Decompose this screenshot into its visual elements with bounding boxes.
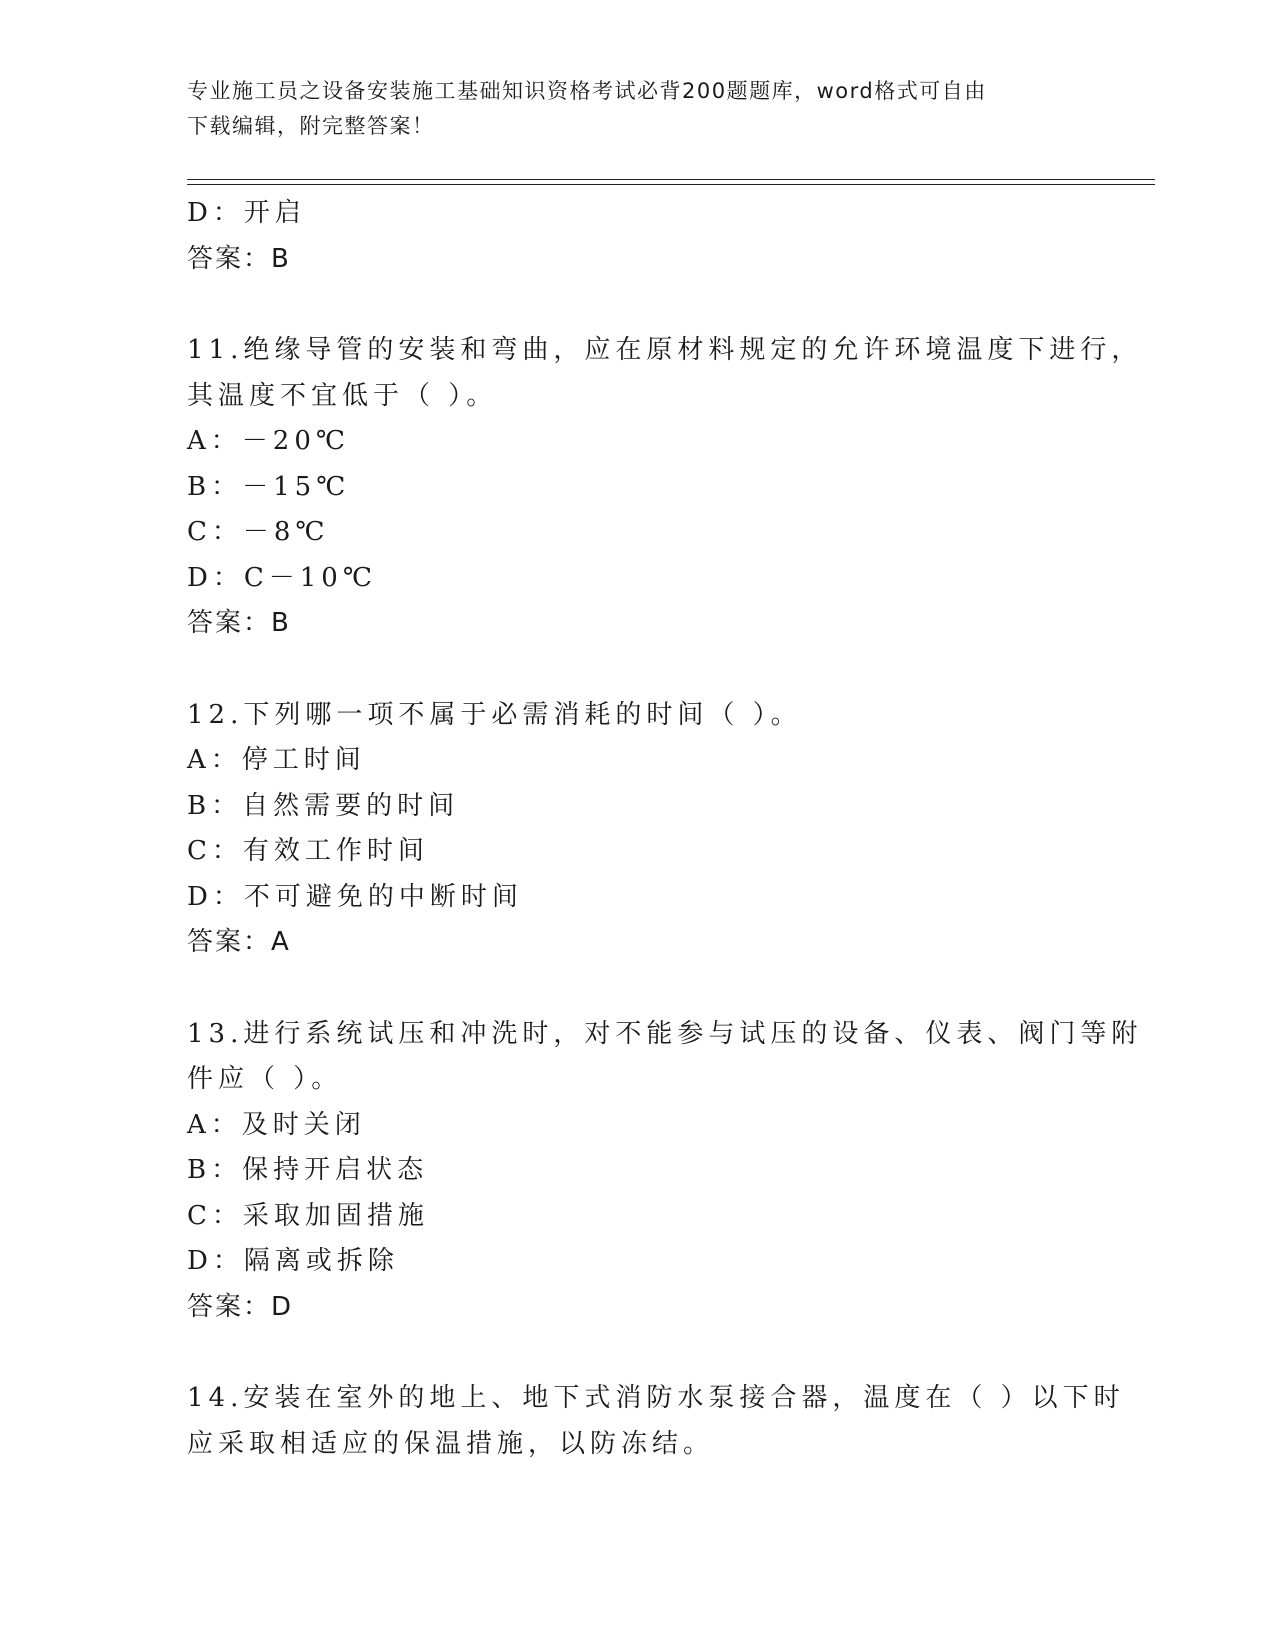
header-rule-bottom (187, 184, 1155, 185)
option-c: C：－8℃ (187, 517, 330, 547)
question-13-text-line-1: 13.进行系统试压和冲洗时，对不能参与试压的设备、仪表、阀门等附 (187, 1018, 1143, 1049)
option-a: A：－20℃ (187, 426, 350, 456)
spacer (187, 647, 1087, 693)
option-b: B：保持开启状态 (187, 1155, 429, 1185)
answer: 答案：D (187, 1291, 294, 1322)
option-b: B：－15℃ (187, 471, 351, 502)
spacer (187, 966, 1087, 1012)
option-d: D：隔离或拆除 (187, 1246, 399, 1276)
header-line-1: 专业施工员之设备安装施工基础知识资格考试必背200题题库，word格式可自由 (187, 79, 987, 103)
spacer (187, 282, 1087, 328)
option-a: A：停工时间 (187, 745, 366, 775)
question-11-text-line-2: 其温度不宜低于（ ）。 (187, 380, 498, 411)
option-d: D：C－10℃ (187, 562, 377, 593)
question-list (187, 191, 1143, 1467)
option-c: C：采取加固措施 (187, 1200, 429, 1231)
option-c: C：有效工作时间 (187, 836, 429, 866)
header-line-2: 下载编辑，附完整答案！ (187, 114, 435, 138)
spacer (187, 1330, 1087, 1376)
question-14-text-line-1: 14.安装在室外的地上、地下式消防水泵接合器，温度在（ ）以下时 (187, 1383, 1125, 1413)
option-d: D：不可避免的中断时间 (187, 881, 523, 912)
question-11-text-line-1: 11.绝缘导管的安装和弯曲，应在原材料规定的允许环境温度下进行， (187, 335, 1143, 365)
document-header (187, 74, 1067, 144)
question-12-text-line-1: 12.下列哪一项不属于必需消耗的时间（ ）。 (187, 699, 802, 730)
option-b: B：自然需要的时间 (187, 790, 460, 821)
answer: 答案：B (187, 243, 291, 274)
answer: 答案：B (187, 608, 291, 638)
header-rule-top (187, 179, 1155, 180)
question-13-text-line-2: 件应（ ）。 (187, 1064, 343, 1094)
option-d: D：开启 (187, 198, 306, 228)
answer: 答案：A (187, 927, 291, 957)
option-a: A：及时关闭 (187, 1109, 366, 1140)
question-14-text-line-2: 应采取相适应的保温措施，以防冻结。 (187, 1428, 715, 1459)
